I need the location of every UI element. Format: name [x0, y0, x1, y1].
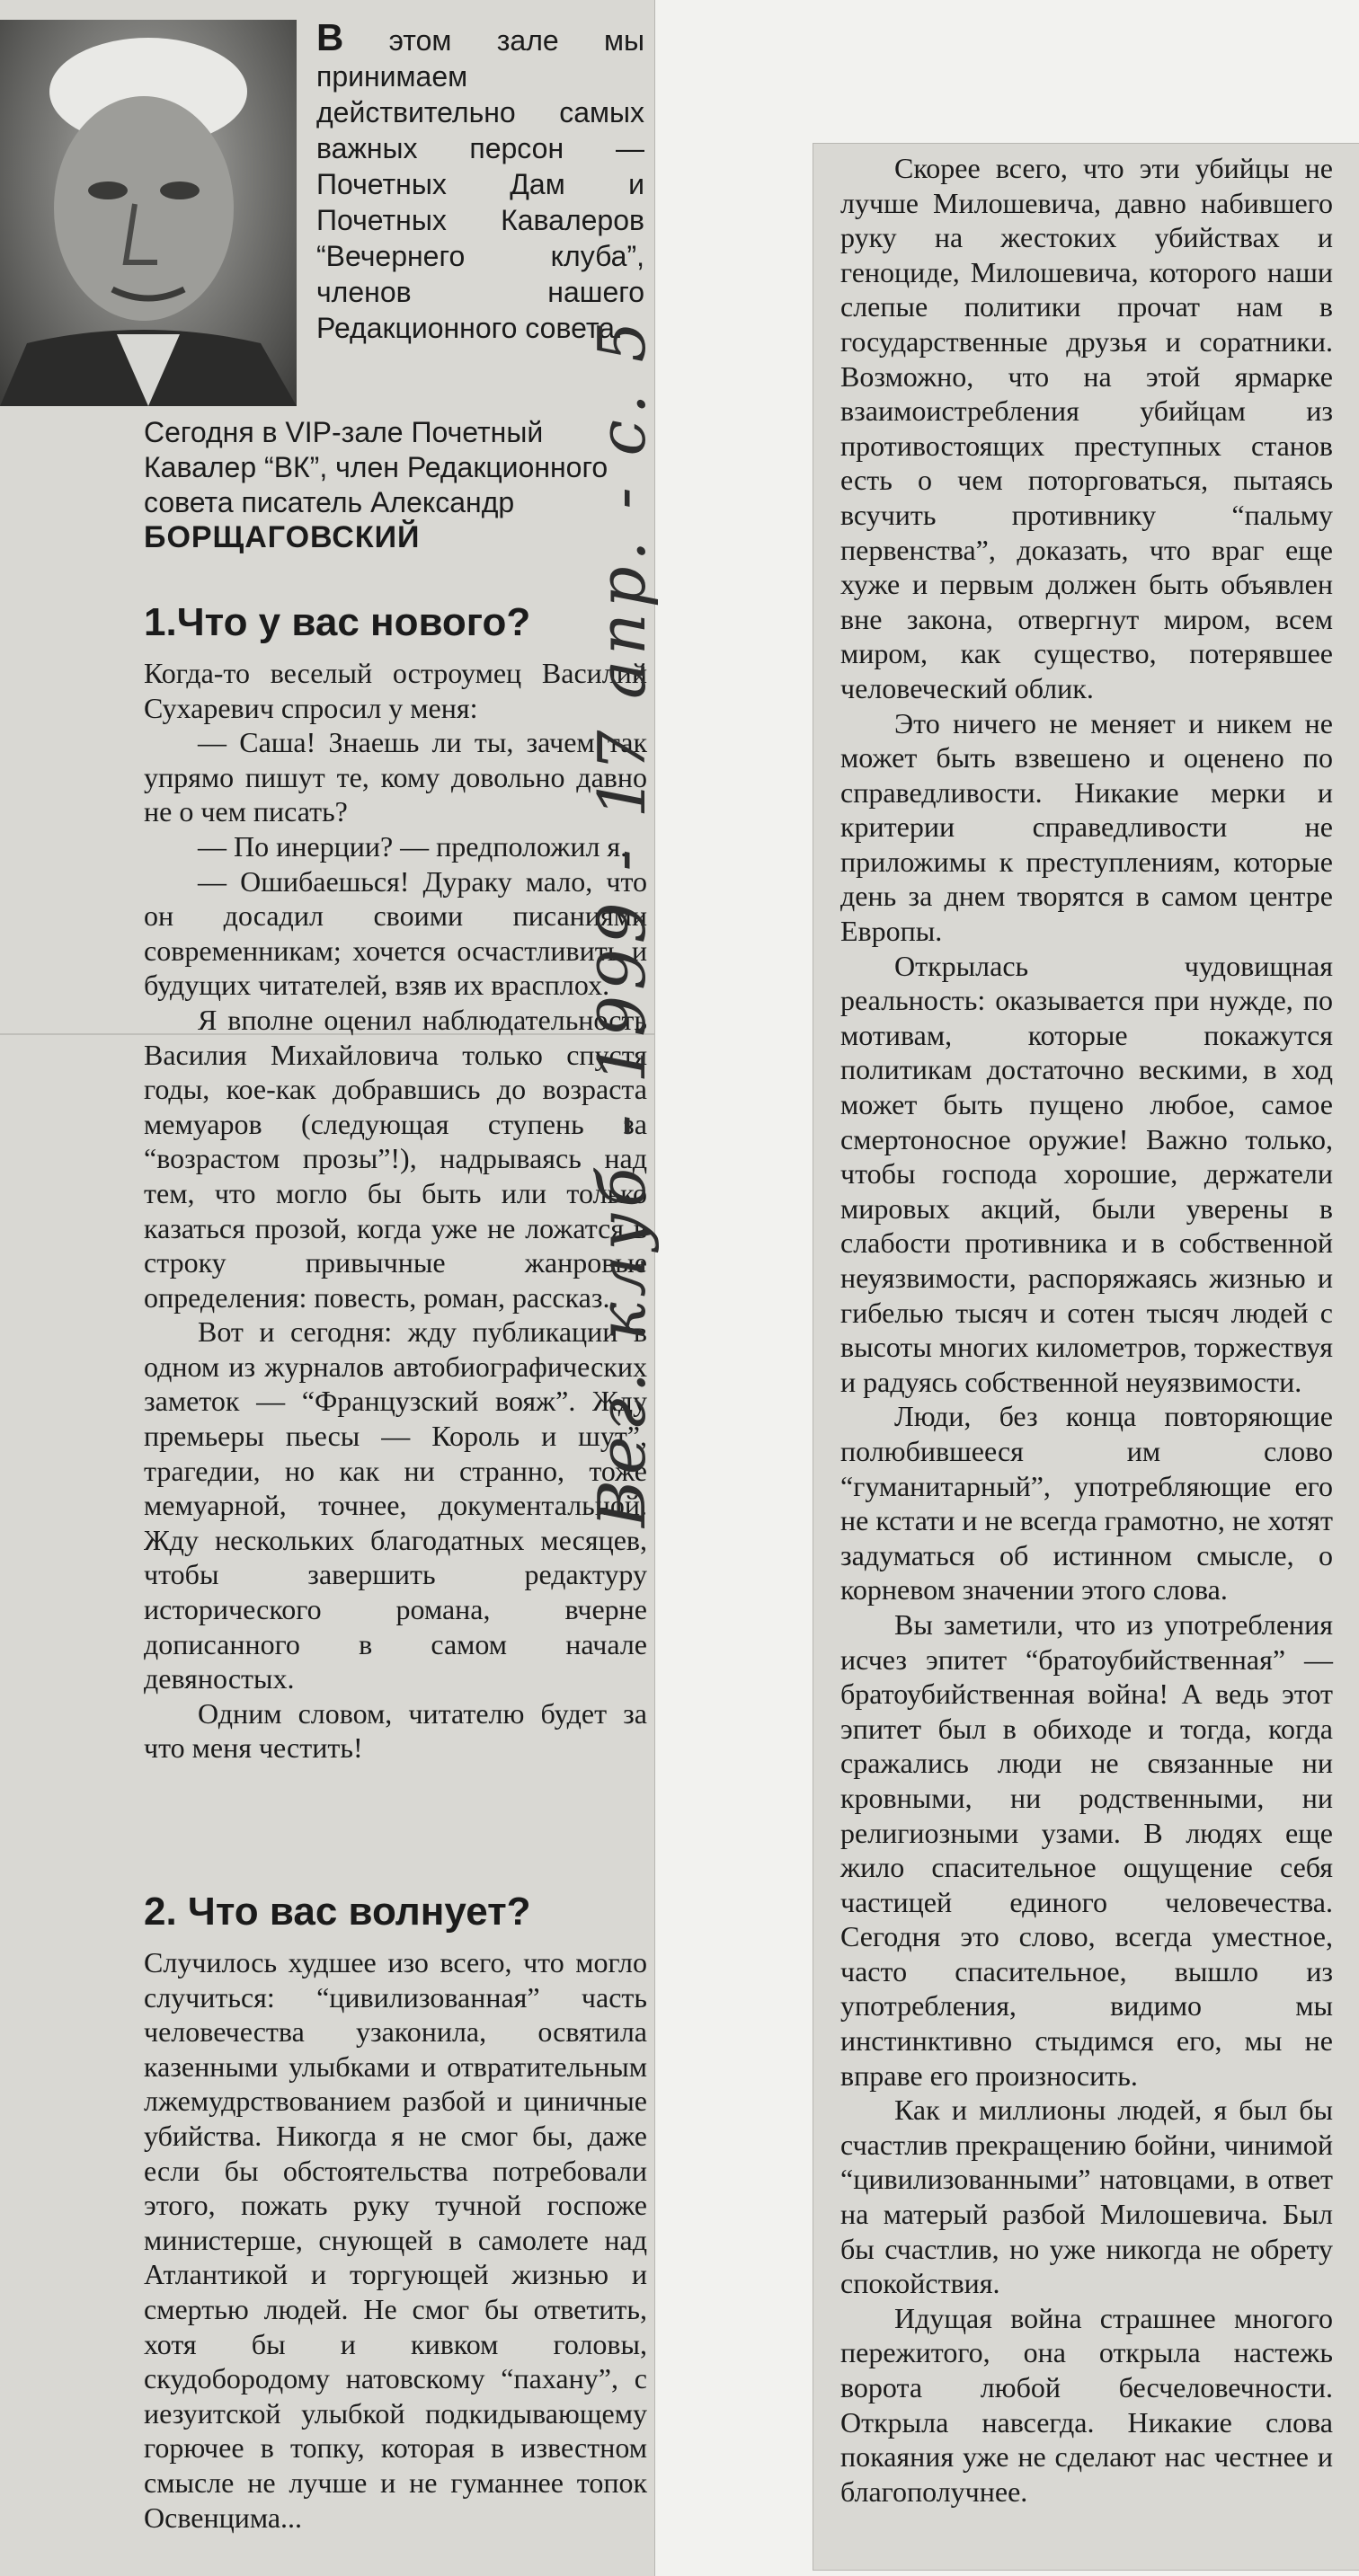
- paragraph: Люди, без конца повторяющие полюбившееся им слово “гуманитарный”, употребляющие его не кстати и не всегда грамотно, не хотят задуматься об истинном смысле, о корневом значении этого слова.: [840, 1400, 1333, 1607]
- paragraph: Вот и сегодня: жду публикации в одном из журналов автобиографических заметок — “Французский вояж”. Жду премьеры пьесы — Король и шут”, трагедии, но как ни странно, тоже мемуарной, точнее, документальной. Жду нескольких благодатных месяцев, чтобы завершить редактуру исторического романа, вчерне дописанного в самом начале девяностых.: [144, 1315, 647, 1695]
- section2-body: [144, 1945, 647, 2535]
- intro-lead-letter: В: [316, 16, 344, 58]
- author-portrait: [0, 20, 297, 406]
- paragraph: Одним словом, читателю будет за что меня честить!: [144, 1696, 647, 1765]
- paragraph: Вы заметили, что из употребления исчез эпитет “братоубийственная” — братоубийственная война! А ведь этот эпитет был в обиходе и тогда, когда сражались люди не связанные ни кровными, ни родственными, ни религиозными узами. В людях еще жило спасительное ощущение себя частицей единого человечества. Сегодня это слово, всегда уместное, часто спасительное, вышло из употребления, видимо мы инстинктивно стыдимся его, мы не вправе его произносить.: [840, 1607, 1333, 2092]
- intro-author-line: [144, 415, 643, 555]
- section1-heading: 1.Что у вас нового?: [144, 600, 531, 644]
- handwritten-note: Вег. клуб - 1999 - 17 апр. - с. 5: [584, 315, 660, 1527]
- paragraph: Я вполне оценил наблюдательность Василия Михайловича только спустя годы, кое-как добравшись до возраста мемуаров (следующая ступень за “возрастом прозы”!), надрываясь над тем, что могло бы быть или только казаться прозой, когда уже не ложатся в строку привычные жанровые определения: повесть, роман, рассказ.: [144, 1003, 647, 1314]
- section1-body: [144, 656, 647, 1766]
- paragraph: Как и миллионы людей, я был бы счастлив прекращению бойни, чинимой “цивилизованными” натовцами, в ответ на матерый разбой Милошевича. Был бы счастлив, но уже никогда не обрету спокойствия.: [840, 2094, 1333, 2300]
- paragraph: Открылась чудовищная реальность: оказывается при нужде, по мотивам, которые покажутся политикам достаточно вескими, в ход может быть пущено любое, самое смертоносное оружие! Важно только, чтобы господа хорошие, держатели мировых акций, были уверены в слабости противника и в собственной неуязвимости, распоряжаясь жизнью и гибелью тысяч и сотен тысяч людей с высоты многих километров, торжествуя и радуясь собственной неуязвимости.: [840, 949, 1333, 1398]
- paragraph: Случилось худшее изо всего, что могло случиться: “цивилизованная” часть человечества узаконила, освятила казенными улыбками и отвратительным лжемудрствованием разбой и циничные убийства. Никогда я не смог бы, даже если бы обстоятельства потребовали этого, пожать руку тучной госпоже министерше, снующей в самолете над Атлантикой и торгующей жизнью и смертью людей. Не смог бы ответить, хотя бы и кивком головы, скудобородому натовскому “пахану”, с иезуитской улыбкой подкидывающему горючее в топку, которая в известном смысле не лучше и не гуманнее топок Освенцима...: [144, 1946, 647, 2534]
- paragraph: Идущая война страшнее многого пережитого, она открыла настежь ворота любой бесчеловечности. Открыла навсегда. Никакие слова покаяния уже не сделают нас честнее и благополучнее.: [840, 2301, 1333, 2508]
- right-column-body: [840, 151, 1333, 2509]
- intro-line2: Сегодня в VIP-зале Почетный Кавалер “ВК”, член Редакционного совета писатель Александр: [144, 416, 608, 518]
- paragraph: Скорее всего, что эти убийцы не лучше Милошевича, давно набившего руку на жестоких убийствах и геноциде, Милошевича, которого наши слепые политики прочат нам в государственные друзья и соратники. Возможно, что на этой ярмарке взаимоистребления убийцам из противостоящих преступных станов есть о чем поторговаться, пытаясь всучить противнику “пальму первенства”, доказать, что враг еще хуже и первым должен быть объявлен вне закона, отвергнут миром, всем миром, как существо, потерявшее человеческий облик.: [840, 152, 1333, 704]
- paragraph: — Ошибаешься! Дураку мало, что он досадил своими писаниями современникам; хочется осчастливить и будущих читателей, взяв их врасплох.: [144, 864, 647, 1002]
- section2-heading: 2. Что вас волнует?: [144, 1890, 531, 1934]
- intro-text: [316, 16, 644, 346]
- intro-body: этом зале мы принимаем действительно самых важных персон — Почетных Дам и Почетных Кавалеров “Вечернего клуба”, членов нашего Редакционного совета.: [316, 24, 644, 344]
- paragraph: — Саша! Знаешь ли ты, зачем так упрямо пишут те, кому довольно давно не о чем писать?: [144, 726, 647, 828]
- paragraph: — По инерции? — предположил я.: [198, 829, 628, 863]
- paragraph: Это ничего не меняет и никем не может быть взвешено и оценено по справедливости. Никакие мерки и критерии справедливости не приложимы к преступлениям, которые день за днем творятся в самом центре Европы.: [840, 706, 1333, 948]
- author-name: БОРЩАГОВСКИЙ: [144, 520, 421, 554]
- paragraph: Когда-то веселый остроумец Василий Сухаревич спросил у меня:: [144, 657, 647, 724]
